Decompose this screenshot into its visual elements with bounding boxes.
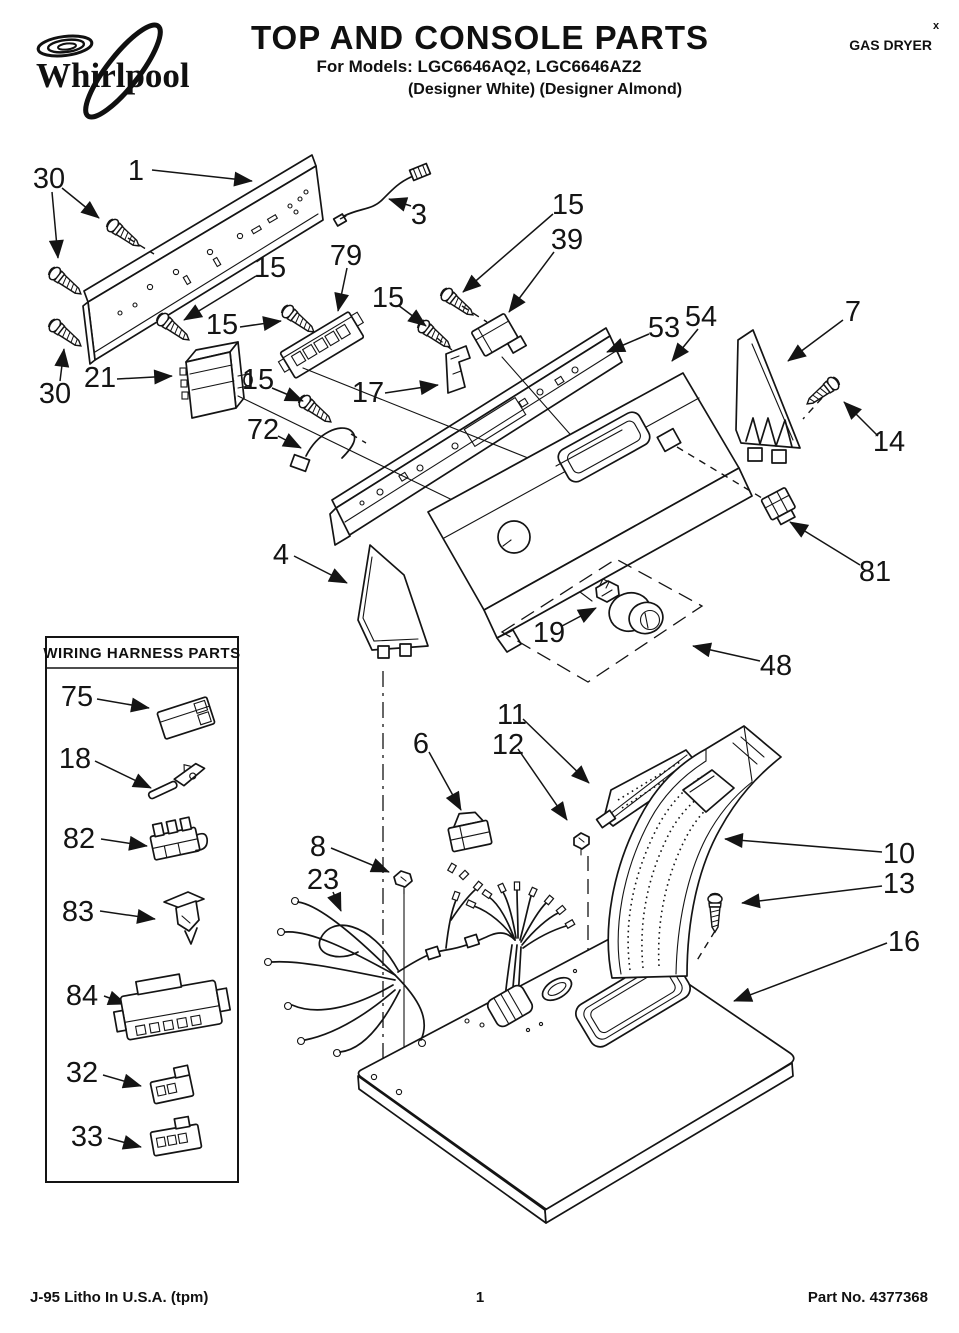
- wiring-label-84: 84: [65, 980, 99, 1012]
- callout-16: 16: [887, 926, 921, 958]
- part-6-connector: [445, 808, 492, 852]
- wiring-label-32: 32: [65, 1057, 99, 1089]
- callout-81: 81: [858, 556, 892, 588]
- callout-72: 72: [246, 414, 280, 446]
- part-39-switch: [471, 312, 526, 366]
- part-16-top-panel: [358, 936, 794, 1223]
- knob-hole: [498, 521, 530, 553]
- wiring-label-18: 18: [58, 743, 92, 775]
- callout-17: 17: [351, 377, 385, 409]
- part-7-endcap-right: [736, 330, 800, 463]
- callout-54: 54: [684, 301, 718, 333]
- part-72-wire: [290, 428, 366, 471]
- callout-11: 11: [496, 699, 528, 731]
- litho-line: J-95 Litho In U.S.A. (tpm): [30, 1289, 209, 1306]
- wiring-label-83: 83: [61, 896, 95, 928]
- wiring-label-33: 33: [70, 1121, 104, 1153]
- callout-23: 23: [306, 864, 340, 896]
- page-number: 1: [475, 1289, 485, 1306]
- callout-8: 8: [309, 831, 327, 863]
- callout-30-lower: 30: [38, 378, 72, 410]
- brand-wordmark: Whirlpool: [36, 56, 190, 95]
- callout-12: 12: [491, 729, 525, 761]
- callout-15-b: 15: [205, 309, 239, 341]
- callout-19: 19: [532, 617, 566, 649]
- part-81-switch: [761, 487, 799, 527]
- wiring-label-75: 75: [60, 681, 94, 713]
- callout-15-c: 15: [371, 282, 405, 314]
- callout-15-e: 15: [241, 364, 275, 396]
- header: [36, 16, 940, 126]
- wiring-label-82: 82: [62, 823, 96, 855]
- callout-1: 1: [127, 155, 145, 187]
- callout-21: 21: [83, 362, 117, 394]
- callout-3: 3: [410, 199, 428, 231]
- callout-14: 14: [872, 426, 906, 458]
- product-type-label: GAS DRYER: [849, 37, 932, 53]
- corner-mark: x: [933, 20, 940, 32]
- callout-53: 53: [647, 312, 681, 344]
- wiring-harness-box: [43, 637, 240, 1182]
- callout-4: 4: [272, 539, 290, 571]
- whirl-swirl-icon: [37, 33, 93, 58]
- page-title: TOP AND CONSOLE PARTS: [251, 19, 709, 56]
- callout-15-d: 15: [551, 189, 585, 221]
- callout-13: 13: [882, 868, 916, 900]
- part-12-clip: [574, 833, 589, 855]
- models-line: For Models: LGC6646AQ2, LGC6646AZ2: [316, 57, 642, 76]
- callout-30-upper: 30: [32, 163, 66, 195]
- callout-39: 39: [550, 224, 584, 256]
- part-10-grille: [608, 726, 781, 978]
- callout-7: 7: [844, 296, 862, 328]
- part-1-rear-panel: [83, 155, 323, 364]
- part-4-endcap-left: [358, 545, 428, 658]
- wiring-box-title: WIRING HARNESS PARTS: [43, 645, 241, 662]
- part-number: Part No. 4377368: [807, 1289, 928, 1306]
- whirlpool-logo: [36, 16, 190, 126]
- part-8-clip: [394, 871, 412, 894]
- footer: [30, 1289, 928, 1306]
- callout-48: 48: [759, 650, 793, 682]
- callout-15-a: 15: [253, 252, 287, 284]
- callout-10: 10: [882, 838, 916, 870]
- finish-line: (Designer White) (Designer Almond): [407, 81, 683, 98]
- part-14-screw: [803, 375, 842, 410]
- part-17-bracket: [446, 346, 470, 393]
- callout-79: 79: [329, 240, 363, 272]
- part-13-screw: [708, 894, 722, 933]
- callout-6: 6: [412, 728, 430, 760]
